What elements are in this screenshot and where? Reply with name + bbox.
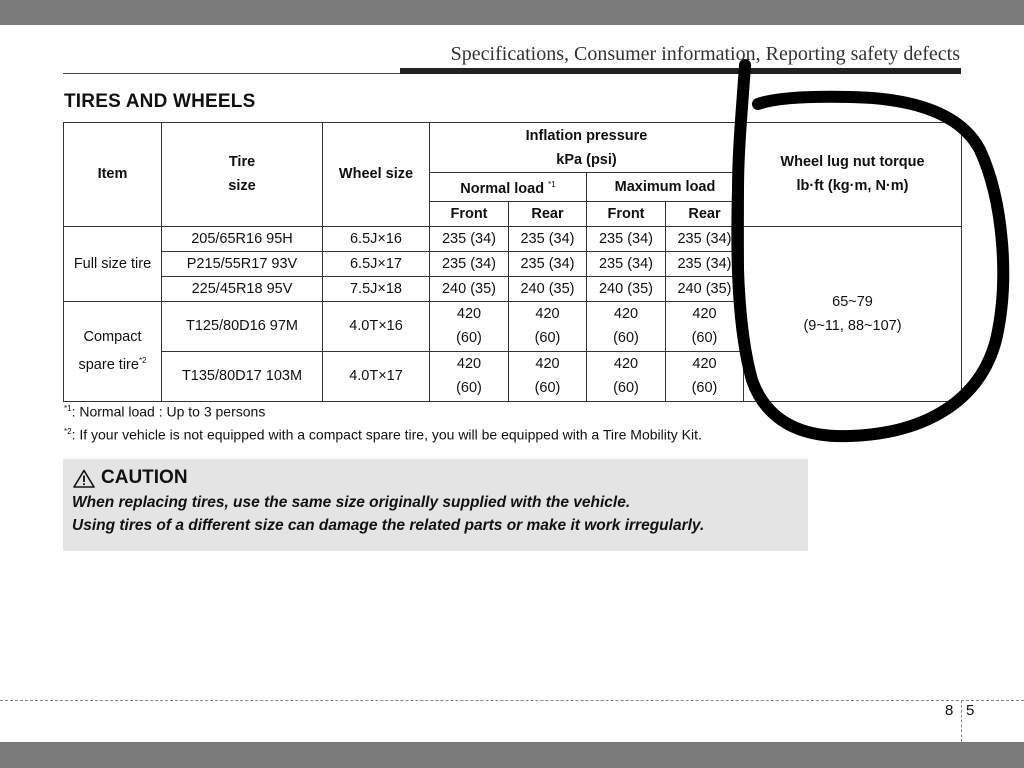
wheel-size-cell: 7.5J×18: [323, 276, 430, 301]
max-rear-cell: 235 (34): [666, 251, 744, 276]
footnote-1-mark: *1: [64, 404, 72, 413]
header-inflation-line2: kPa (psi): [556, 151, 617, 168]
group-compact-note: *2: [138, 356, 147, 366]
tire-size-cell: 205/65R16 95H: [162, 226, 323, 251]
tire-size-cell: T125/80D16 97M: [162, 301, 323, 351]
torque-value: 65~79: [832, 293, 873, 310]
normal-front-cell: [430, 301, 509, 351]
torque-cell: [744, 226, 962, 401]
psi-value: (60): [691, 380, 718, 397]
footer-dashed-rule: [0, 700, 1024, 701]
header-normal-load-label: Normal load: [460, 180, 545, 197]
header-normal-front: Front: [430, 201, 509, 226]
normal-rear-cell: 240 (35): [509, 276, 587, 301]
group-full-size-tire: Full size tire: [64, 226, 162, 301]
caution-title: CAUTION: [101, 467, 188, 488]
psi-value: (60): [534, 330, 561, 347]
normal-front-cell: [430, 351, 509, 401]
header-max-front: Front: [587, 201, 666, 226]
tire-size-cell: T135/80D17 103M: [162, 351, 323, 401]
header-rule-thick: [400, 68, 961, 74]
header-inflation-pressure: [430, 123, 744, 173]
kpa-value: 420: [613, 356, 639, 373]
normal-rear-cell: 235 (34): [509, 251, 587, 276]
page-number-chapter: 8: [945, 702, 954, 719]
max-rear-cell: 235 (34): [666, 226, 744, 251]
page-number-divider: [961, 700, 962, 742]
max-rear-cell: [666, 301, 744, 351]
normal-rear-cell: [509, 301, 587, 351]
header-tire-size-line2: size: [228, 178, 256, 195]
psi-value: (60): [613, 380, 639, 397]
warning-icon: [73, 469, 95, 488]
footnote-1: [64, 399, 702, 422]
wheel-size-cell: 4.0T×17: [323, 351, 430, 401]
header-maximum-load: Maximum load: [587, 173, 744, 202]
header-lug-nut-torque: [744, 123, 962, 227]
header-item: Item: [64, 123, 162, 227]
header-torque-line1: Wheel lug nut torque: [780, 154, 925, 171]
header-tire-size-line1: Tire: [228, 154, 256, 171]
top-bar: [0, 0, 1024, 25]
group-compact-line2: [64, 349, 161, 377]
header-wheel-size: Wheel size: [323, 123, 430, 227]
page-header-title: Specifications, Consumer information, Reporting safety defects: [450, 43, 960, 65]
group-compact-line1: Compact: [83, 329, 142, 346]
header-max-rear: Rear: [666, 201, 744, 226]
kpa-value: 420: [692, 356, 717, 373]
footnote-2: [64, 422, 702, 445]
header-torque-line2: lb·ft (kg·m, N·m): [796, 178, 909, 195]
kpa-value: 420: [692, 306, 717, 323]
tires-wheels-table: [63, 122, 962, 402]
psi-value: (60): [534, 380, 561, 397]
normal-rear-cell: [509, 351, 587, 401]
group-compact-spare-tire: [64, 301, 162, 401]
normal-front-cell: 240 (35): [430, 276, 509, 301]
max-front-cell: [587, 301, 666, 351]
header-inflation-line1: Inflation pressure: [525, 127, 648, 144]
psi-value: (60): [456, 380, 482, 397]
caution-line-2: Using tires of a different size can damage the related parts or make it work irregularly.: [72, 517, 705, 534]
normal-front-cell: 235 (34): [430, 251, 509, 276]
group-compact-label: spare tire: [78, 357, 139, 374]
wheel-size-cell: 4.0T×16: [323, 301, 430, 351]
caution-heading: [73, 467, 188, 489]
footnote-2-text: : If your vehicle is not equipped with a compact spare tire, you will be equipped with a Tire Mobility Kit.: [71, 426, 702, 443]
footnote-2-mark: *2: [64, 426, 72, 436]
kpa-value: 420: [613, 306, 639, 323]
page-number-page: 5: [966, 702, 975, 719]
table-row: [64, 226, 962, 251]
normal-rear-cell: 235 (34): [509, 226, 587, 251]
max-rear-cell: [666, 351, 744, 401]
footnotes: [64, 399, 702, 444]
caution-line-1: When replacing tires, use the same size originally supplied with the vehicle.: [72, 494, 631, 511]
section-title: TIRES AND WHEELS: [64, 91, 256, 112]
header-normal-load-note: *1: [548, 180, 556, 189]
kpa-value: 420: [456, 356, 482, 373]
normal-front-cell: 235 (34): [430, 226, 509, 251]
header-rule-thin: [63, 73, 400, 74]
wheel-size-cell: 6.5J×17: [323, 251, 430, 276]
torque-metric: (9~11, 88~107): [803, 317, 902, 334]
caution-box: [63, 459, 808, 551]
kpa-value: 420: [535, 306, 560, 323]
bottom-bar: [0, 742, 1024, 768]
wheel-size-cell: 6.5J×16: [323, 226, 430, 251]
max-front-cell: 240 (35): [587, 276, 666, 301]
tire-size-cell: P215/55R17 93V: [162, 251, 323, 276]
footnote-1-text: : Normal load : Up to 3 persons: [71, 403, 266, 420]
max-rear-cell: 240 (35): [666, 276, 744, 301]
header-normal-load: [430, 173, 587, 202]
psi-value: (60): [691, 330, 718, 347]
header-tire-size: [162, 123, 323, 227]
kpa-value: 420: [535, 356, 560, 373]
max-front-cell: [587, 351, 666, 401]
psi-value: (60): [456, 330, 482, 347]
psi-value: (60): [613, 330, 639, 347]
tire-size-cell: 225/45R18 95V: [162, 276, 323, 301]
max-front-cell: 235 (34): [587, 251, 666, 276]
max-front-cell: 235 (34): [587, 226, 666, 251]
header-normal-rear: Rear: [509, 201, 587, 226]
kpa-value: 420: [456, 306, 482, 323]
